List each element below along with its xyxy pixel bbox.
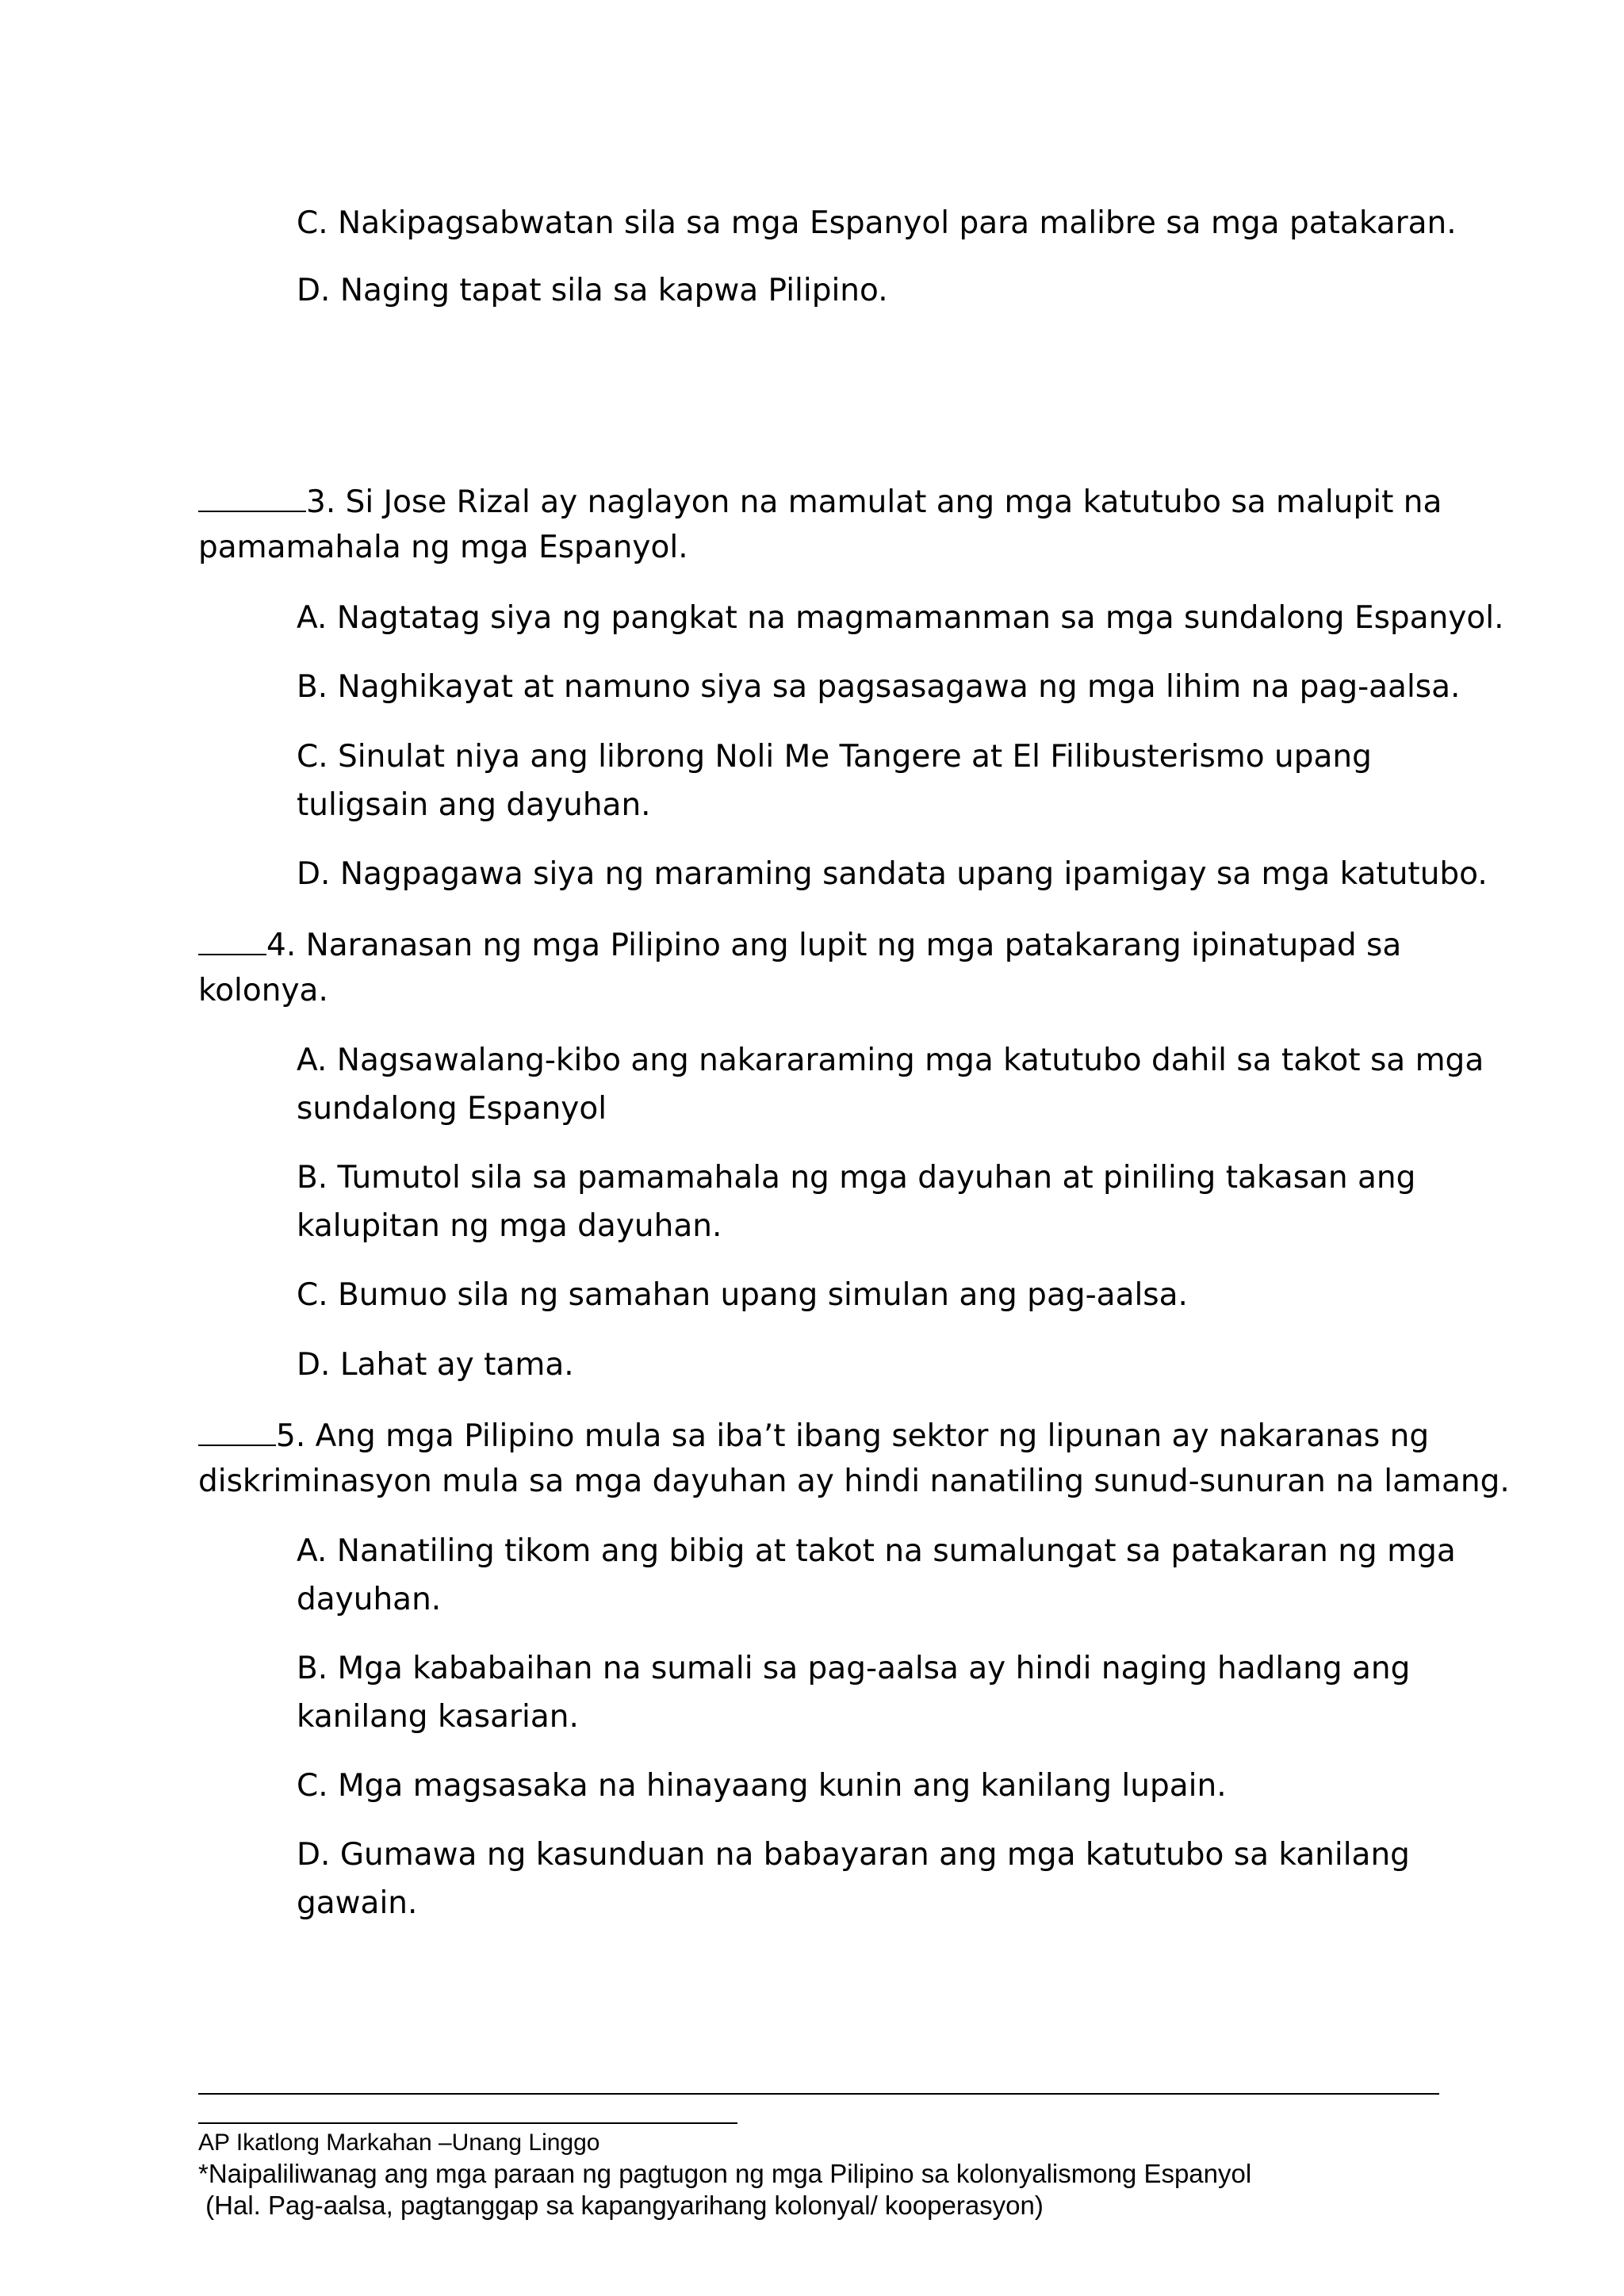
footer-title-underline xyxy=(198,2122,737,2124)
q3-choice-c: C. Sinulat niya ang librong Noli Me Tangere at El Filibusterismo upang xyxy=(297,739,1372,775)
answer-blank-3[interactable] xyxy=(198,476,306,512)
choice-d-prev: D. Naging tapat sila sa kapwa Pilipino. xyxy=(297,273,888,308)
answer-blank-5[interactable] xyxy=(198,1410,276,1446)
q5-choice-c: C. Mga magsasaka na hinayaang kunin ang kanilang lupain. xyxy=(297,1768,1227,1804)
question-3-cont: pamamahala ng mga Espanyol. xyxy=(198,530,688,565)
question-4-cont: kolonya. xyxy=(198,973,328,1008)
q5-choice-a-cont: dayuhan. xyxy=(297,1582,442,1617)
q3-choice-c-cont: tuligsain ang dayuhan. xyxy=(297,787,651,823)
q4-choice-b: B. Tumutol sila sa pamamahala ng mga dayuhan at piniling takasan ang xyxy=(297,1160,1416,1196)
q4-choice-a-cont: sundalong Espanyol xyxy=(297,1091,607,1127)
q5-choice-d: D. Gumawa ng kasunduan na babayaran ang mga katutubo sa kanilang xyxy=(297,1837,1410,1873)
q5-choice-b: B. Mga kababaihan na sumali sa pag-aalsa ay hindi naging hadlang ang xyxy=(297,1651,1411,1686)
q3-choice-b: B. Naghikayat at namuno siya sa pagsasagawa ng mga lihim na pag-aalsa. xyxy=(297,669,1461,705)
question-4-text: 4. Naranasan ng mga Pilipino ang lupit ng mga patakarang ipinatupad sa xyxy=(266,928,1402,963)
footer-title: AP Ikatlong Markahan –Unang Linggo xyxy=(198,2130,600,2156)
choice-c-prev: C. Nakipagsabwatan sila sa mga Espanyol para malibre sa mga patakaran. xyxy=(297,205,1457,241)
answer-blank-4[interactable] xyxy=(198,919,266,955)
q5-choice-b-cont: kanilang kasarian. xyxy=(297,1699,579,1735)
question-3-text: 3. Si Jose Rizal ay naglayon na mamulat ang mga katutubo sa malupit na xyxy=(306,484,1442,520)
question-3 xyxy=(198,476,1442,526)
q4-choice-a: A. Nagsawalang-kibo ang nakararaming mga katutubo dahil sa takot sa mga xyxy=(297,1043,1484,1078)
q4-choice-b-cont: kalupitan ng mga dayuhan. xyxy=(297,1208,722,1244)
q3-choice-d: D. Nagpagawa siya ng maraming sandata upang ipamigay sa mga katutubo. xyxy=(297,856,1488,892)
question-5 xyxy=(198,1410,1429,1460)
question-4 xyxy=(198,919,1401,970)
q3-choice-a: A. Nagtatag siya ng pangkat na magmamanman sa mga sundalong Espanyol. xyxy=(297,600,1504,636)
footer-rule xyxy=(198,2093,1439,2095)
footer-competency: *Naipaliliwanag ang mga paraan ng pagtugon ng mga Pilipino sa kolonyalismong Espanyol xyxy=(198,2159,1252,2188)
q4-choice-d: D. Lahat ay tama. xyxy=(297,1347,574,1383)
question-5-cont: diskriminasyon mula sa mga dayuhan ay hindi nanatiling sunud-sunuran na lamang. xyxy=(198,1464,1510,1499)
q5-choice-a: A. Nanatiling tikom ang bibig at takot na sumalungat sa patakaran ng mga xyxy=(297,1533,1456,1569)
q5-choice-d-cont: gawain. xyxy=(297,1885,418,1921)
footer-competency-example: (Hal. Pag-aalsa, pagtanggap sa kapangyarihang kolonyal/ kooperasyon) xyxy=(198,2191,1044,2220)
question-5-text: 5. Ang mga Pilipino mula sa iba’t ibang sektor ng lipunan ay nakaranas ng xyxy=(276,1418,1430,1454)
q4-choice-c: C. Bumuo sila ng samahan upang simulan ang pag-aalsa. xyxy=(297,1277,1188,1313)
